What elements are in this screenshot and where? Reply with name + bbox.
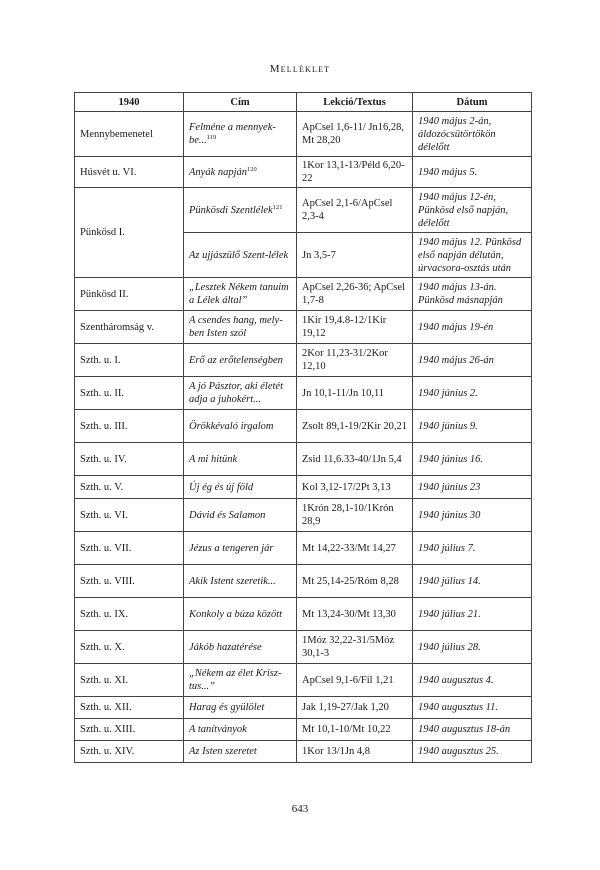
date-cell: 1940 június 9. (413, 410, 532, 443)
occasion-cell: Szth. u. VIII. (75, 565, 184, 598)
date-cell: 1940 május 19-én (413, 311, 532, 344)
lection-cell: 2Kor 11,23-31/2Kor 12,10 (297, 344, 413, 377)
title-cell (184, 188, 297, 233)
title-text: Új ég és új föld (189, 481, 254, 493)
date-cell: 1940 május 12-én, Pünkösd első napján, délelőtt (413, 188, 532, 233)
title-text: Anyák napján (189, 166, 248, 178)
date-cell: 1940 június 23 (413, 476, 532, 499)
title-cell (184, 278, 297, 311)
title-text: Konkoly a búza között (189, 608, 283, 620)
table-row (75, 443, 532, 476)
date-cell: 1940 május 12. Pünkösd első napján délután, úrvacsora-osztás után (413, 233, 532, 278)
title-cell (184, 719, 297, 741)
title-text: Pünkösdi Szentlélek (189, 204, 273, 216)
column-header-lection: Lekció/Textus (297, 93, 413, 112)
table-row (75, 188, 532, 233)
lection-cell: Zsolt 89,1-19/2Kir 20,21 (297, 410, 413, 443)
title-text: A csendes hang, mely-ben Isten szól (189, 315, 283, 339)
lection-cell: ApCsel 9,1-6/Fil 1,21 (297, 664, 413, 697)
lection-cell: Jak 1,19-27/Jak 1,20 (297, 697, 413, 719)
date-cell: 1940 május 13-án. Pünkösd másnapján (413, 278, 532, 311)
title-cell (184, 532, 297, 565)
occasion-cell: Szth. u. II. (75, 377, 184, 410)
lection-cell: 1Kor 13/1Jn 4,8 (297, 741, 413, 763)
table-row (75, 697, 532, 719)
title-cell (184, 664, 297, 697)
date-cell: 1940 május 2-án, áldozócsütörtökön délelőtt (413, 112, 532, 157)
lection-cell: Mt 13,24-30/Mt 13,30 (297, 598, 413, 631)
title-cell (184, 410, 297, 443)
title-text: Felméne a mennyek-be... (189, 122, 276, 146)
table-row (75, 410, 532, 443)
title-text: A tanítványok (189, 724, 247, 735)
table-row (75, 499, 532, 532)
date-cell: 1940 július 7. (413, 532, 532, 565)
occasion-cell: Pünkösd I. (75, 188, 184, 278)
title-cell (184, 598, 297, 631)
occasion-cell: Szth. u. V. (75, 476, 184, 499)
lection-cell: ApCsel 2,26-36; ApCsel 1,7-8 (297, 278, 413, 311)
footnote-marker: 119 (206, 134, 217, 141)
lection-cell: Jn 10,1-11/Jn 10,11 (297, 377, 413, 410)
column-header-year: 1940 (75, 93, 184, 112)
date-cell: 1940 május 5. (413, 157, 532, 188)
lection-cell: ApCsel 1,6-11/ Jn16,28, Mt 28,20 (297, 112, 413, 157)
table-body (75, 112, 532, 763)
table-row (75, 631, 532, 664)
table-row (75, 278, 532, 311)
lection-cell: Kol 3,12-17/2Pt 3,13 (297, 476, 413, 499)
occasion-cell: Szth. u. XIV. (75, 741, 184, 763)
title-cell (184, 233, 297, 278)
date-cell: 1940 július 28. (413, 631, 532, 664)
table-row (75, 157, 532, 188)
title-text: Harag és gyülölet (189, 702, 265, 713)
date-cell: 1940 augusztus 25. (413, 741, 532, 763)
title-cell (184, 157, 297, 188)
date-cell: 1940 augusztus 11. (413, 697, 532, 719)
title-text: Erő az erőtelenségben (189, 354, 283, 366)
table-row (75, 311, 532, 344)
lection-cell: Jn 3,5-7 (297, 233, 413, 278)
title-cell (184, 565, 297, 598)
title-text: A mi hitünk (189, 453, 238, 465)
lection-cell: 1Kor 13,1-13/Péld 6,20-22 (297, 157, 413, 188)
title-text: „Nékem az élet Krisz-tus...” (189, 668, 282, 692)
sermon-table (74, 92, 532, 763)
page-heading: Melléklet (269, 63, 331, 75)
occasion-cell: Szth. u. IV. (75, 443, 184, 476)
title-text: A jó Pásztor, aki életét adja a juhokért... (189, 381, 284, 405)
footnote-marker: 120 (247, 165, 257, 173)
table-row (75, 112, 532, 157)
title-cell (184, 631, 297, 664)
lection-cell: Mt 14,22-33/Mt 14,27 (297, 532, 413, 565)
column-header-date: Dátum (413, 93, 532, 112)
table-row (75, 532, 532, 565)
title-text: Az ujjászülő Szent-lélek (189, 249, 289, 261)
lection-cell: Mt 10,1-10/Mt 10,22 (297, 719, 413, 741)
lection-cell: Zsid 11,6.33-40/1Jn 5,4 (297, 443, 413, 476)
table-header-row (75, 93, 532, 112)
title-cell (184, 377, 297, 410)
occasion-cell: Szth. u. VI. (75, 499, 184, 532)
lection-cell: 1Móz 32,22-31/5Móz 30,1-3 (297, 631, 413, 664)
date-cell: 1940 augusztus 4. (413, 664, 532, 697)
title-text: Örökkévaló irgalom (189, 420, 274, 432)
column-header-title: Cím (184, 93, 297, 112)
lection-cell: ApCsel 2,1-6/ApCsel 2,3-4 (297, 188, 413, 233)
occasion-cell: Pünkösd II. (75, 278, 184, 311)
occasion-cell: Szth. u. X. (75, 631, 184, 664)
title-text: Dávid és Salamon (189, 509, 266, 521)
table-row (75, 565, 532, 598)
title-cell (184, 499, 297, 532)
date-cell: 1940 június 2. (413, 377, 532, 410)
occasion-cell: Szth. u. XIII. (75, 719, 184, 741)
lection-cell: 1Krón 28,1-10/1Krón 28,9 (297, 499, 413, 532)
occasion-cell: Szentháromság v. (75, 311, 184, 344)
date-cell: 1940 június 30 (413, 499, 532, 532)
table-row (75, 664, 532, 697)
table-row (75, 377, 532, 410)
table-row (75, 344, 532, 377)
occasion-cell: Mennybemenetel (75, 112, 184, 157)
occasion-cell: Húsvét u. VI. (75, 157, 184, 188)
title-text: Akik Istent szeretik... (189, 575, 276, 587)
occasion-cell: Szth. u. VII. (75, 532, 184, 565)
title-cell (184, 344, 297, 377)
lection-cell: 1Kir 19,4.8-12/1Kir 19,12 (297, 311, 413, 344)
page-number: 643 (291, 803, 309, 815)
occasion-cell: Szth. u. I. (75, 344, 184, 377)
lection-cell: Mt 25,14-25/Róm 8,28 (297, 565, 413, 598)
title-text: „Lesztek Nékem tanuim a Lélek által” (189, 282, 289, 306)
table-row (75, 741, 532, 763)
title-text: Az Isten szeretet (189, 746, 257, 757)
title-cell (184, 697, 297, 719)
table-row (75, 719, 532, 741)
date-cell: 1940 július 21. (413, 598, 532, 631)
date-cell: 1940 július 14. (413, 565, 532, 598)
occasion-cell: Szth. u. III. (75, 410, 184, 443)
table-row (75, 476, 532, 499)
date-cell: 1940 augusztus 18-án (413, 719, 532, 741)
occasion-cell: Szth. u. IX. (75, 598, 184, 631)
title-cell (184, 443, 297, 476)
table-row (75, 598, 532, 631)
title-cell (184, 476, 297, 499)
occasion-cell: Szth. u. XII. (75, 697, 184, 719)
date-cell: 1940 június 16. (413, 443, 532, 476)
title-text: Jákób hazatérése (189, 641, 262, 653)
date-cell: 1940 május 26-án (413, 344, 532, 377)
footnote-marker: 121 (272, 203, 283, 211)
title-cell (184, 741, 297, 763)
occasion-cell: Szth. u. XI. (75, 664, 184, 697)
title-cell (184, 112, 297, 157)
title-text: Jézus a tengeren jár (189, 542, 274, 554)
title-cell (184, 311, 297, 344)
